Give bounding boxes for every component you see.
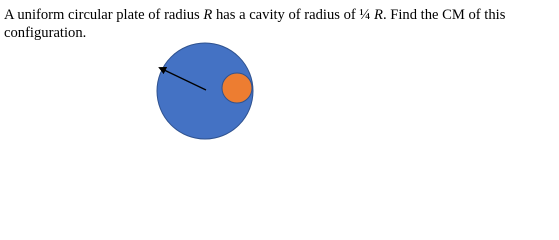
plate-figure	[150, 38, 260, 144]
radius-variable: R	[374, 7, 383, 23]
radius-variable: R	[203, 7, 213, 23]
plate-diagram	[150, 38, 260, 144]
problem-line-1	[4, 6, 556, 24]
cavity-circle	[222, 73, 252, 103]
problem-text: A uniform circular plate of radius	[4, 7, 204, 23]
problem-line-2: configuration.	[4, 25, 87, 41]
problem-text: . Find the CM of this	[382, 7, 506, 23]
problem-statement	[4, 6, 556, 42]
problem-text: has a cavity of radius of ¼	[212, 7, 375, 23]
